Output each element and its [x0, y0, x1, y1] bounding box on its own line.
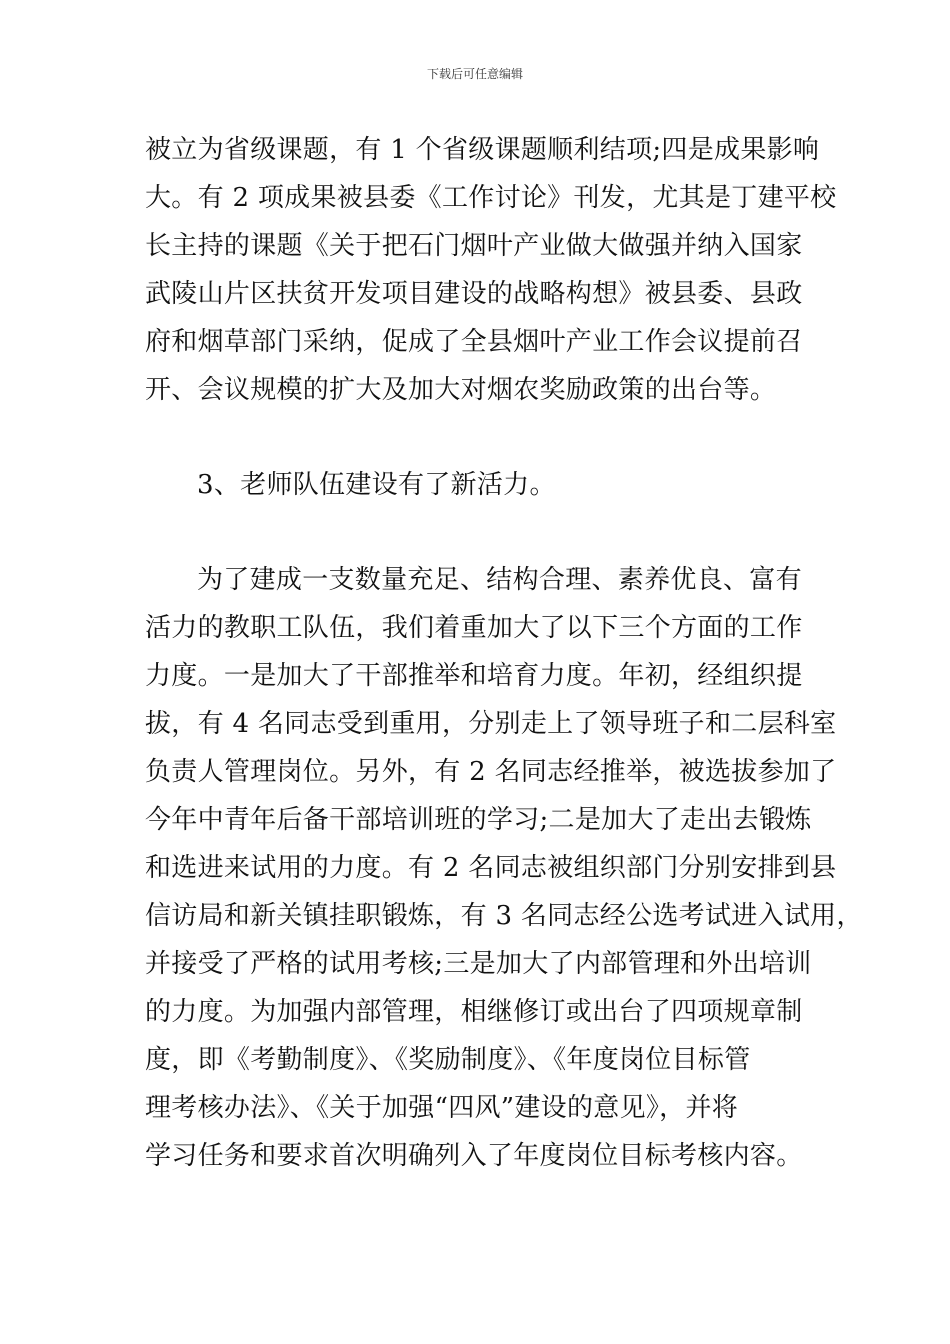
paragraph-teacher-team: [145, 556, 863, 1180]
text-line: 力度。一是加大了干部推举和培育力度。年初，经组织提: [145, 661, 803, 691]
text-line: 开、会议规模的扩大及加大对烟农奖励政策的出台等。: [145, 375, 777, 405]
paragraph-spacer: [145, 414, 825, 461]
text-line: 度，即《考勤制度》、《奖励制度》、《年度岗位目标管: [145, 1045, 751, 1075]
text-line: 学习任务和要求首次明确列入了年度岗位目标考核内容。: [145, 1141, 803, 1171]
text-line: 府和烟草部门采纳，促成了全县烟叶产业工作会议提前召: [145, 327, 803, 357]
text-line: 活力的教职工队伍，我们着重加大了以下三个方面的工作: [145, 613, 803, 643]
text-line: 大。有 2 项成果被县委《工作讨论》刊发，尤其是丁建平校: [145, 183, 837, 213]
document-body: [145, 126, 863, 1180]
text-line: 信访局和新关镇挂职锻炼，有 3 名同志经公选考试进入试用，: [145, 901, 863, 931]
text-line: 负责人管理岗位。另外，有 2 名同志经推举，被选拔参加了: [145, 757, 837, 787]
text-line: 今年中青年后备干部培训班的学习;二是加大了走出去锻炼: [145, 805, 812, 835]
section-heading-teacher-team: [145, 461, 825, 509]
text-line: 被立为省级课题，有 1 个省级课题顺利结项;四是成果影响: [145, 135, 820, 165]
page-header-note: 下载后可任意编辑: [426, 67, 523, 81]
paragraph-spacer: [145, 509, 825, 556]
text-line: 并接受了严格的试用考核;三是加大了内部管理和外出培训: [145, 949, 812, 979]
paragraph-research-results: [145, 126, 837, 414]
text-line: 理考核办法》、《关于加强“四风”建设的意见》，并将: [145, 1093, 739, 1123]
text-line: 和选进来试用的力度。有 2 名同志被组织部门分别安排到县: [145, 853, 837, 883]
text-line: 的力度。为加强内部管理，相继修订或出台了四项规章制: [145, 997, 803, 1027]
text-line: 武陵山片区扶贫开发项目建设的战略构想》被县委、县政: [145, 279, 803, 309]
text-line: 为了建成一支数量充足、结构合理、素养优良、富有: [197, 565, 802, 595]
text-line: 长主持的课题《关于把石门烟叶产业做大做强并纳入国家: [145, 231, 803, 261]
text-line: 拔，有 4 名同志受到重用，分别走上了领导班子和二层科室: [145, 709, 837, 739]
section-heading: 3、老师队伍建设有了新活力。: [197, 470, 556, 500]
